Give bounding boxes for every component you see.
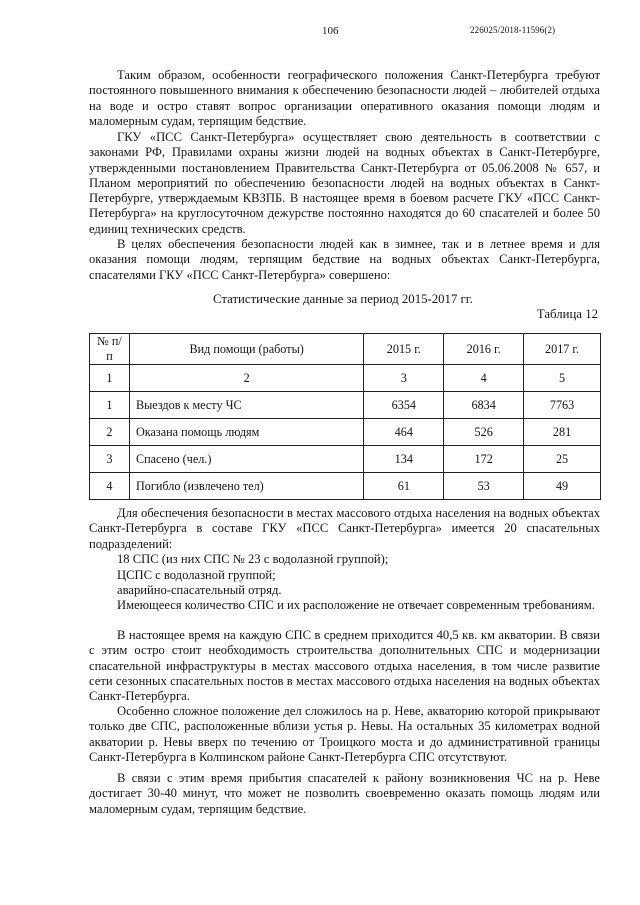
table-row (90, 446, 601, 473)
header-cell-2016: 2016 г. (444, 334, 524, 365)
table-cell: 49 (524, 473, 601, 500)
table-row (90, 392, 601, 419)
table-cell: 4 (444, 365, 524, 392)
table-cell: 6354 (364, 392, 444, 419)
table-cell: 134 (364, 446, 444, 473)
table-cell: 172 (444, 446, 524, 473)
table-index-row (90, 365, 601, 392)
table-cell: 7763 (524, 392, 601, 419)
table-cell: 5 (524, 365, 601, 392)
header-cell-2017: 2017 г. (524, 334, 601, 365)
table-row (90, 419, 601, 446)
table-row (90, 473, 601, 500)
table-cell: 25 (524, 446, 601, 473)
table-number-label: Таблица 12 (536, 307, 598, 321)
table-cell: 53 (444, 473, 524, 500)
table-cell: 281 (524, 419, 601, 446)
document-id: 226025/2018-11596(2) (470, 25, 556, 35)
page-number: 106 (322, 25, 339, 37)
list-item: 18 СПС (из них СПС № 23 с водолазной группой); (117, 552, 389, 566)
paragraph-mismatch: Имеющееся количество СПС и их расположение не отвечает современным требованиям. (117, 598, 595, 612)
paragraph-statistics-intro: В целях обеспечения безопасности людей как в зимнее, так и в летнее время и для оказания помощи людям, терпящим бедствие на водных объектах Санкт-Петербурга, спасателями ГКУ «ПСС Санкт-Петербурга» совершено: (89, 237, 600, 282)
table-cell: Спасено (чел.) (129, 446, 363, 473)
table-cell: 1 (90, 365, 130, 392)
paragraph-water-area: В настоящее время на каждую СПС в среднем приходится 40,5 кв. км акватории. В связи с этим остро стоит необходимость строительства дополнительных СПС и модернизации спасательной инфраструктуры в местах массового отдыха населения, в том числе развитие сети сезонных спасательных постов в местах массового отдыха населения на водных объектах Санкт-Петербурга. (89, 628, 600, 704)
table-cell: 1 (90, 392, 130, 419)
paragraph-rescue-units: Для обеспечения безопасности в местах массового отдыха населения на водных объектах Санкт-Петербурга в составе ГКУ «ПСС Санкт-Петербурга» имеется 20 спасательных подразделений: (89, 506, 600, 551)
header-cell-type: Вид помощи (работы) (129, 334, 363, 365)
table-cell: 2 (90, 419, 130, 446)
list-item: аварийно-спасательный отряд. (117, 583, 282, 597)
table-cell: Погибло (извлечено тел) (129, 473, 363, 500)
paragraph-neva: Особенно сложное положение дел сложилось на р. Неве, акваторию которой прикрывают только две СПС, расположенные вблизи устья р. Невы. На остальных 35 километрах водной акватории р. Невы вверх по течению от Троицкого моста и до административной границы Санкт-Петербурга в Колпинском районе Санкт-Петербурга СПС отсутствуют. (89, 704, 600, 764)
table-cell: 464 (364, 419, 444, 446)
list-item: ЦСПС с водолазной группой; (117, 568, 276, 582)
header-cell-2015: 2015 г. (364, 334, 444, 365)
header-cell-number: № п/п (90, 334, 130, 365)
paragraph-pss-activity: ГКУ «ПСС Санкт-Петербурга» осуществляет свою деятельность в соответствии с законами РФ, Правилами охраны жизни людей на водных объектах в Санкт-Петербурге, утвержденными постановлением Правительства Санкт-Петербурга от 05.06.2008 № 657, и Планом мероприятий по обеспечению безопасности людей на водных объектах в Санкт-Петербурге, утверждаемым КВЗПБ. В настоящее время в боевом расчете ГКУ «ПСС Санкт-Петербурга» на круглосуточном дежурстве постоянно находятся до 60 спасателей и более 50 единиц технических средств. (89, 130, 600, 236)
table-cell: Оказана помощь людям (129, 419, 363, 446)
table-caption: Статистические данные за период 2015-2017 гг. (213, 292, 473, 306)
table-cell: 3 (364, 365, 444, 392)
table-header-row (90, 334, 601, 365)
table-cell: 3 (90, 446, 130, 473)
table-cell: 2 (129, 365, 363, 392)
table-cell: 6834 (444, 392, 524, 419)
paragraph-arrival-time: В связи с этим время прибытия спасателей к району возникновения ЧС на р. Неве достигает 30-40 минут, что может не позволить своевременно оказать помощь людям или маломерным судам, терпящим бедствие. (89, 771, 600, 816)
paragraph-geography: Таким образом, особенности географического положения Санкт-Петербурга требуют постоянного повышенного внимания к обеспечению безопасности людей – любителей отдыха на воде и остро ставят вопрос организации оперативного оказания помощи людям и маломерным судам, терпящим бедствие. (89, 68, 600, 128)
table-cell: Выездов к месту ЧС (129, 392, 363, 419)
statistics-table (89, 333, 601, 500)
table-cell: 61 (364, 473, 444, 500)
table-cell: 526 (444, 419, 524, 446)
table-cell: 4 (90, 473, 130, 500)
